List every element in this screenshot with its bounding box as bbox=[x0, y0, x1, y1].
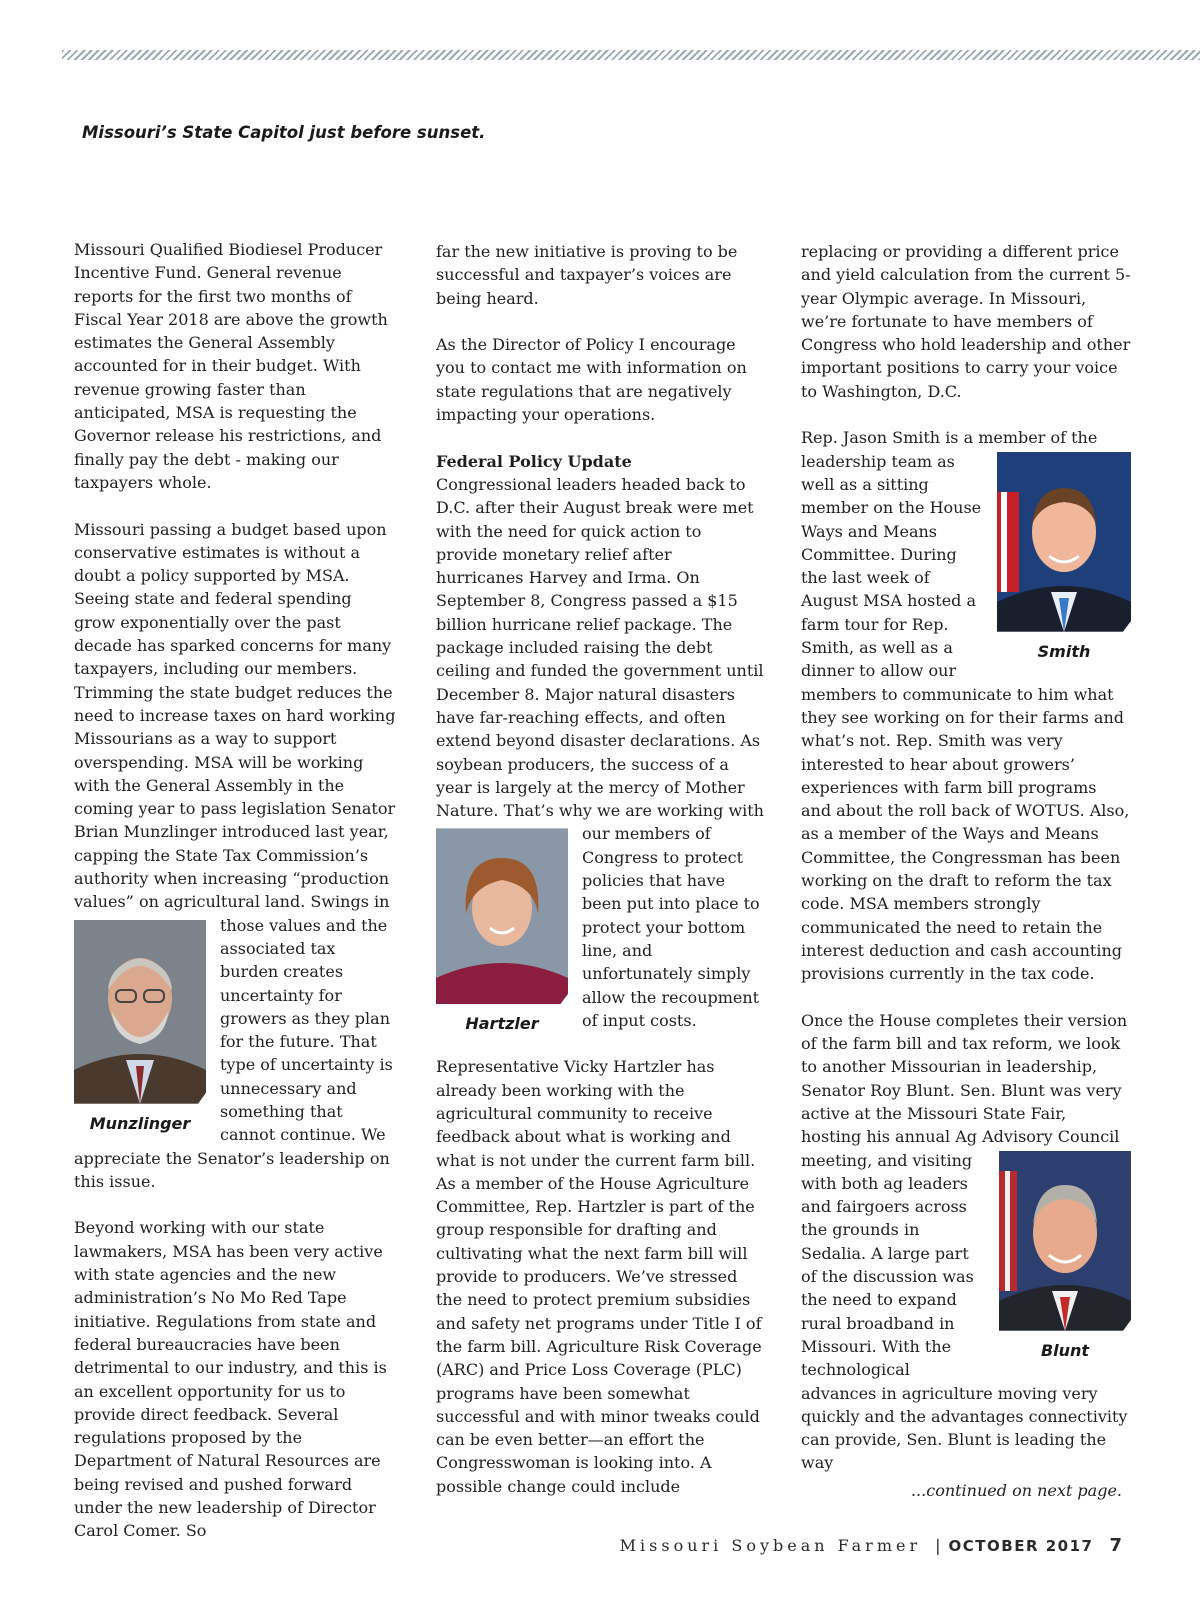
munzlinger-portrait bbox=[74, 920, 206, 1104]
paragraph-lead: Missouri passing a budget based upon conservative estimates is without a doubt a policy supported by MSA. Seeing state and federal spending grow exponentially over the past decade has sparked concerns for many taxpayers, including our members. Trimming the state budget reduces the need to increase taxes on hard working Missourians as a way to support overspending. MSA will be working with the General Assembly in the coming year to pass legislation Senator Brian Munzlinger introduced last year, capping the State Tax Commission’s authority when increasing “production values” on agricultural land. Swings bbox=[74, 519, 396, 912]
article-column-1 bbox=[74, 238, 396, 1566]
section-heading: Federal Policy Update bbox=[436, 451, 632, 471]
photo-caption-capitol: Missouri’s State Capitol just before sunset. bbox=[82, 123, 486, 142]
paragraph-lead: Once the House completes their version of the farm bill and tax reform, we look to another Missourian in leadership, Senator Roy Blunt. Sen. Blunt was very active at the Missouri State Fair, hosting his annual Ag Advisory bbox=[801, 1010, 1128, 1147]
smith-photo-block bbox=[997, 452, 1131, 664]
photo-caption-blunt: Blunt bbox=[1040, 1340, 1090, 1360]
paragraph-rest: as well as a sitting member on the House Ways and Means Committee. During the last week of August MSA hosted a farm tour for Rep. Smith, as well as a dinner to allow our members to communicate to him what they see working on for their farms and what’s not. Rep. Smith was very interested to hear about growers’ experiences with farm bill programs and about the roll back of WOTUS. Also, as a member of the Ways and Means Committee, the Congressman has been working on the draft to reform the tax code. MSA members strongly communicated the need to retain the interest deduction and cash accounting provisions currently in the tax code. bbox=[801, 451, 1130, 984]
paragraph-lead: Rep. Jason Smith is a member of the leadership team bbox=[801, 428, 1098, 471]
paragraph: Missouri Qualified Biodiesel Producer Incentive Fund. General revenue reports for the first two months of Fiscal Year 2018 are above the growth estimates the General Assembly accounted for in their budget. With revenue growing faster than anticipated, MSA is requesting the Governor release his restrictions, and finally pay the debt - making our taxpayers whole. bbox=[74, 240, 388, 492]
decorative-hatch-rule bbox=[62, 50, 1200, 60]
blunt-portrait bbox=[999, 1151, 1131, 1331]
paragraph-with-photo bbox=[801, 426, 1131, 985]
paragraph-with-photo bbox=[74, 518, 396, 1194]
article-column-3 bbox=[801, 240, 1131, 1475]
paragraph-rest: working with our members of Congress to protect policies that have been put into place to protect your bottom line, and unfortunately simply allow the recoupment of input costs. bbox=[582, 801, 764, 1030]
photo-caption-smith: Smith bbox=[1037, 641, 1091, 661]
continued-note: ...continued on next page. bbox=[910, 1481, 1122, 1500]
magazine-name: Missouri Soybean Farmer bbox=[619, 1536, 922, 1555]
paragraph-lead: Congressional leaders headed back to D.C. after their August break were met with the need for quick action to provide monetary relief after hurricanes Harvey and Irma. On September 8, Congress passed a $15 billion hurricane relief package. The package included raising the debt ceiling and funded the government until December 8. Major natural disasters have far-reaching effects, and often extend beyond disaster declarations. As soybean producers, the success of a year is largely at the mercy of Mother Nature. That’s why we are bbox=[436, 474, 764, 821]
hartzler-portrait bbox=[436, 828, 568, 1004]
paragraph-with-photo bbox=[436, 473, 764, 1032]
paragraph: Beyond working with our state lawmakers, MSA has been very active with state agencies and the new administration’s No Mo Red Tape initiative. Regulations from state and federal bureaucracies have been detrimental to our industry, and this is an excellent opportunity for us to provide direct feedback. Several regulations proposed by the Department of Natural Resources are being revised and pushed forward under the new leadership of Director Carol Comer. So bbox=[74, 1218, 387, 1541]
paragraph: replacing or providing a different price and yield calculation from the current 5-year Olympic average. In Missouri, we’re fortunate to have members of Congress who hold leadership and other important positions to carry your voice to Washington, D.C. bbox=[801, 242, 1131, 401]
page-number: 7 bbox=[1109, 1535, 1122, 1556]
munzlinger-photo-block bbox=[74, 920, 206, 1136]
hartzler-photo-block bbox=[436, 828, 568, 1036]
blunt-photo-block bbox=[999, 1151, 1131, 1363]
photo-caption-hartzler: Hartzler bbox=[465, 1014, 539, 1034]
paragraph: far the new initiative is proving to be successful and taxpayer’s voices are being heard. bbox=[436, 242, 738, 308]
paragraph-with-photo bbox=[801, 1009, 1131, 1475]
issue-date: OCTOBER 2017 bbox=[948, 1537, 1094, 1555]
paragraph: As the Director of Policy I encourage you to contact me with information on state regulations that are negatively impacting your operations. bbox=[436, 335, 747, 425]
paragraph-rest: Council meeting, and visiting with both ag leaders and fairgoers across the grounds in Sedalia. A large part of the discussion was the need to expand rural broadband in Missouri. With the technological advances in agriculture moving very quickly and the advantages connectivity can provide, Sen. Blunt is leading the way bbox=[801, 1127, 1128, 1473]
photo-caption-munzlinger: Munzlinger bbox=[89, 1113, 191, 1133]
smith-portrait bbox=[997, 452, 1131, 632]
footer-separator: | bbox=[935, 1536, 941, 1555]
paragraph: Representative Vicky Hartzler has already been working with the agricultural community to receive feedback about what is working and what is not under the current farm bill. As a member of the House Agriculture Committee, Rep. Hartzler is part of the group responsible for drafting and cultivating what the next farm bill will provide to producers. We’ve stressed the need to protect premium subsidies and safety net programs under Title I of the farm bill. Agriculture Risk Coverage (ARC) and Price Loss Coverage (PLC) programs have been somewhat successful and with minor tweaks could can be even better—an effort the Congresswoman is looking into. A possible change could include bbox=[436, 1057, 762, 1496]
article-column-2 bbox=[436, 240, 764, 1521]
page-footer bbox=[620, 1535, 1122, 1556]
paragraph-rest: in those values and the associated tax burden creates uncertainty for growers as they plan for the future. That type of uncertainty is unnecessary and something that cannot continue. We appreciate the Senator’s leadership on this issue. bbox=[74, 892, 393, 1191]
